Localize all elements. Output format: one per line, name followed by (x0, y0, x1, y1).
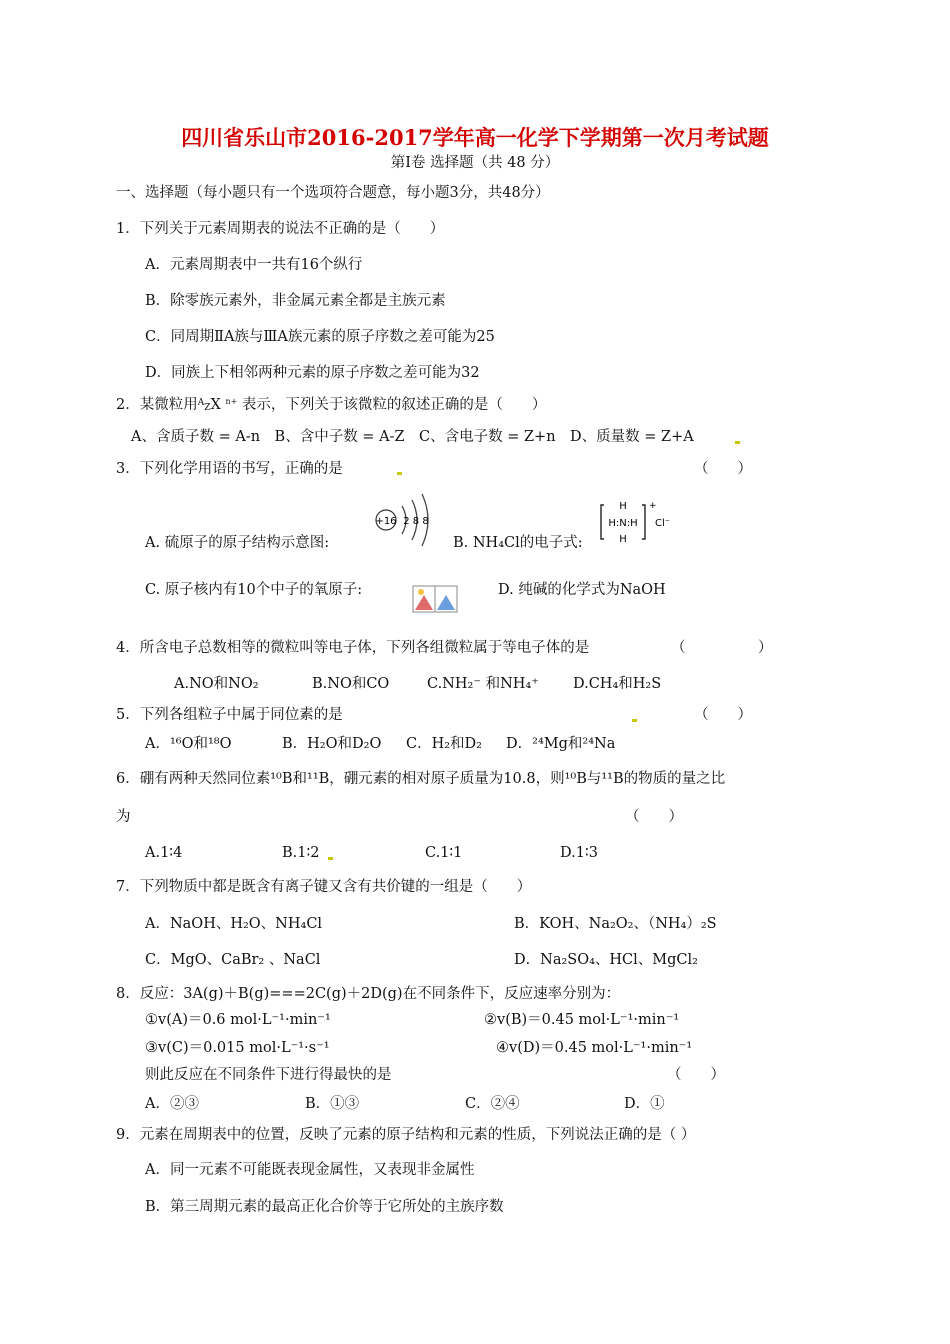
question-8-option-d: D．① (624, 1096, 665, 1112)
nh4-charge: + (649, 501, 657, 511)
question-3-stem: 3．下列化学用语的书写，正确的是 (116, 461, 343, 477)
question-7-option-c: C．MgO、CaBr₂ 、NaCl (145, 952, 321, 968)
nh4-h-top: H (619, 501, 627, 512)
particle-notation: A (197, 398, 205, 408)
broken-image-icon (412, 585, 458, 613)
page-title: 四川省乐山市2016-2017学年高一化学下学期第一次月考试题 (181, 125, 769, 150)
question-4-option-d: D.CH₄和H₂S (573, 676, 662, 692)
atom-shells-label: 2 8 8 (403, 516, 429, 527)
question-6-stem: 6．硼有两种天然同位素¹⁰B和¹¹B，硼元素的相对原子质量为10.8，则¹⁰B与¹¹B的物质的量之比 (116, 771, 726, 787)
question-1-option-b: B．除零族元素外，非金属元素全都是主族元素 (145, 293, 446, 309)
question-5-option-b: B．H₂O和D₂O (282, 736, 382, 752)
question-7-stem: 7．下列物质中都是既含有离子键又含有共价键的一组是（ ） (116, 879, 532, 895)
section-heading: 一、选择题（每小题只有一个选项符合题意，每小题3分，共48分） (116, 185, 550, 201)
sulfur-atom-structure-diagram (372, 490, 442, 552)
question-6-stem-2: 为 (116, 809, 131, 825)
question-1-option-d: D．同族上下相邻两种元素的原子序数之差可能为32 (145, 365, 480, 381)
question-5-paren: （ ） (694, 707, 752, 723)
question-7-option-d: D．Na₂SO₄、HCl、MgCl₂ (514, 952, 698, 968)
question-9-stem: 9．元素在周期表中的位置，反映了元素的原子结构和元素的性质，下列说法正确的是（ ） (116, 1127, 696, 1143)
question-8-option-a: A．②③ (145, 1096, 199, 1112)
question-1-stem: 1．下列关于元素周期表的说法不正确的是（ ） (116, 221, 445, 237)
question-2-options: A、含质子数 = A-n B、含中子数 = A-Z C、含电子数 = Z+n D、质量数 = Z+A (131, 429, 694, 445)
question-3-paren: （ ） (694, 461, 752, 477)
question-1-option-c: C．同周期ⅡA族与ⅢA族元素的原子序数之差可能为25 (145, 329, 495, 345)
nh4-h-bottom: H (619, 534, 627, 545)
question-3-option-a: A. 硫原子的原子结构示意图: (145, 535, 330, 551)
stray-mark (328, 857, 333, 860)
question-5-option-a: A．¹⁶O和¹⁸O (145, 736, 232, 752)
question-5-option-d: D．²⁴Mg和²⁴Na (506, 736, 616, 752)
question-8-stem: 8．反应：3A(g)＋B(g)===2C(g)＋2D(g)在不同条件下，反应速率分别为： (116, 986, 621, 1002)
question-4-option-a: A.NO和NO₂ (174, 676, 259, 692)
question-5-stem: 5．下列各组粒子中属于同位素的是 (116, 707, 343, 723)
question-6-option-a: A.1∶4 (145, 845, 183, 861)
question-8-option-b: B．①③ (305, 1096, 360, 1112)
question-3-option-d: D. 纯碱的化学式为NaOH (498, 582, 666, 598)
question-8-rate-1: ①v(A)＝0.6 mol·L⁻¹·min⁻¹ (145, 1012, 331, 1028)
question-8-option-c: C．②④ (465, 1096, 520, 1112)
question-3-option-c: C. 原子核内有10个中子的氧原子: (145, 582, 363, 598)
question-4-option-c: C.NH₂⁻ 和NH₄⁺ (427, 676, 539, 692)
atom-nucleus-label: +16 (375, 516, 397, 527)
question-9-option-b: B．第三周期元素的最高正化合价等于它所处的主族序数 (145, 1199, 504, 1215)
question-2-stem-pre: 2．某微粒用 (116, 397, 198, 413)
section-subtitle: 第Ⅰ卷 选择题（共 48 分） (390, 155, 560, 171)
question-7-option-b: B．KOH、Na₂O₂、（NH₄）₂S (514, 916, 717, 932)
question-6-option-d: D.1∶3 (560, 845, 598, 861)
stray-mark (735, 441, 740, 444)
nh4-center: H:N:H (608, 518, 638, 529)
stray-mark (632, 719, 637, 722)
question-6-paren: （ ） (625, 809, 683, 825)
question-8-rate-2: ②v(B)＝0.45 mol·L⁻¹·min⁻¹ (484, 1012, 680, 1028)
question-8-rate-4: ④v(D)＝0.45 mol·L⁻¹·min⁻¹ (496, 1040, 693, 1056)
question-2-stem: 2．某微粒用$^A$ZX $^{n+}$ 表示，下列关于该微粒的叙述正确的是（ ） (116, 397, 547, 413)
stray-mark (397, 472, 402, 475)
question-4-paren: （ ） (671, 640, 773, 656)
ammonium-chloride-electron-formula (598, 497, 671, 547)
question-9-option-a: A．同一元素不可能既表现金属性，又表现非金属性 (145, 1162, 475, 1178)
question-8-paren: （ ） (667, 1067, 725, 1083)
question-8-rate-3: ③v(C)＝0.015 mol·L⁻¹·s⁻¹ (145, 1040, 330, 1056)
question-8-ask: 则此反应在不同条件下进行得最快的是 (145, 1067, 392, 1083)
question-5-option-c: C．H₂和D₂ (406, 736, 482, 752)
question-2-stem-post: 表示，下列关于该微粒的叙述正确的是（ ） (241, 397, 547, 413)
question-1-option-a: A．元素周期表中一共有16个纵行 (145, 257, 363, 273)
question-4-option-b: B.NO和CO (312, 676, 390, 692)
question-4-stem: 4．所含电子总数相等的微粒叫等电子体，下列各组微粒属于等电子体的是 (116, 640, 590, 656)
question-6-option-b: B.1∶2 (282, 845, 320, 861)
question-6-option-c: C.1∶1 (425, 845, 463, 861)
question-7-option-a: A．NaOH、H₂O、NH₄Cl (145, 916, 323, 932)
question-3-option-b: B. NH₄Cl的电子式: (453, 535, 583, 551)
chloride-label: Cl⁻ (655, 518, 671, 529)
